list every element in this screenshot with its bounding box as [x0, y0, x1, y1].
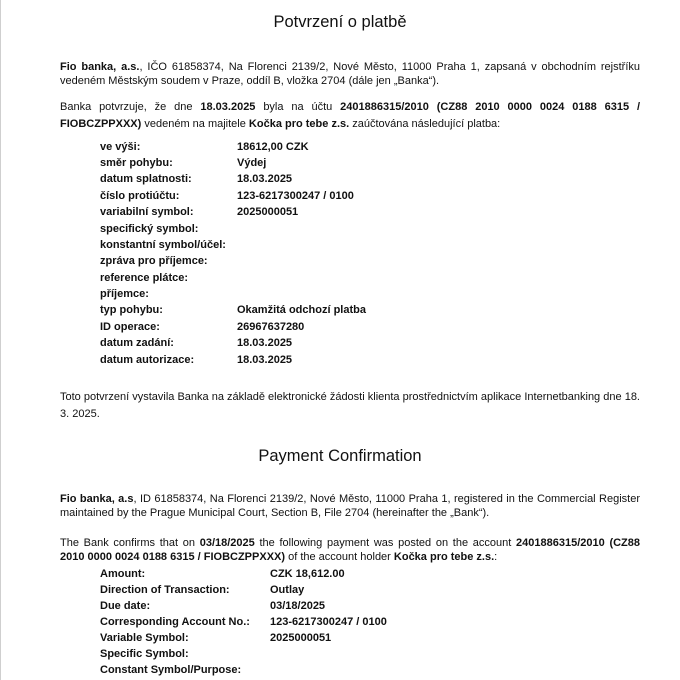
- cz-detail-value: 18.03.2025: [237, 173, 293, 185]
- en-confirm-text-3: of the account holder: [285, 551, 394, 563]
- en-detail-label: Direction of Transaction:: [100, 584, 230, 596]
- cz-detail-value: 2025000051: [237, 206, 299, 218]
- en-title: Payment Confirmation: [258, 447, 422, 465]
- en-bank-info: , ID 61858374, Na Florenci 2139/2, Nové Město, 11000 Praha 1, registered in the Commercial Register maintained by the Prague Municipal Court, Section B, File 2704 (hereinafter the „Bank“).: [60, 493, 641, 519]
- cz-detail-label: konstantní symbol/účel:: [100, 239, 226, 251]
- cz-detail-label: datum zadání:: [100, 337, 174, 349]
- cz-detail-label: zpráva pro příjemce:: [100, 255, 208, 267]
- cz-detail-value: 18.03.2025: [237, 354, 293, 366]
- cz-detail-label: ID operace:: [100, 321, 160, 333]
- cz-footer: Toto potvrzení vystavila Banka na základě elektronické žádosti klienta prostřednictvím aplikace Internetbanking dne 18. 3. 2025.: [60, 391, 640, 420]
- en-confirm-account: 2401886315/2010 (CZ88 2010 0000 0024 0188 6315 / FIOBCZPPXXX): [60, 537, 641, 563]
- cz-detail-label: datum splatnosti:: [100, 173, 192, 185]
- cz-detail-label: ve výši:: [100, 141, 141, 153]
- cz-detail-value: Okamžitá odchozí platba: [237, 304, 366, 316]
- en-confirm-text-2: the following payment was posted on the account: [254, 537, 517, 549]
- cz-detail-label: datum autorizace:: [100, 354, 195, 366]
- en-detail-label: Amount:: [100, 568, 146, 580]
- cz-detail-label: směr pohybu:: [100, 157, 173, 169]
- en-detail-label: Variable Symbol:: [100, 632, 189, 644]
- cz-detail-label: reference plátce:: [100, 272, 189, 284]
- cz-detail-value: 123-6217300247 / 0100: [237, 190, 354, 202]
- cz-intro: [60, 60, 640, 88]
- cz-detail-label: typ pohybu:: [100, 304, 163, 316]
- cz-confirm-text-2: byla na účtu: [255, 101, 341, 113]
- cz-detail-value: Výdej: [237, 157, 267, 169]
- en-detail-value: 03/18/2025: [270, 600, 326, 612]
- en-intro: [60, 492, 640, 520]
- en-confirm-text-1: The Bank confirms that on: [60, 537, 200, 549]
- en-confirm-date: 03/18/2025: [199, 537, 255, 549]
- cz-detail-value: 26967637280: [237, 321, 305, 333]
- cz-confirm-text-4: zaúčtována následující platba:: [349, 118, 501, 130]
- en-detail-label: Corresponding Account No.:: [100, 616, 250, 628]
- cz-bank-name: Fio banka, a.s.: [60, 61, 140, 73]
- cz-detail-value: 18.03.2025: [237, 337, 293, 349]
- en-bank-name: Fio banka, a.s: [60, 493, 134, 505]
- en-detail-label: Due date:: [100, 600, 151, 612]
- en-confirm: [60, 536, 640, 564]
- en-detail-value: 2025000051: [270, 632, 332, 644]
- en-confirm-text-4: :: [494, 551, 498, 563]
- cz-detail-label: příjemce:: [100, 288, 149, 300]
- cz-detail-label: variabilní symbol:: [100, 206, 194, 218]
- en-confirm-holder: Kočka pro tebe z.s.: [393, 551, 495, 563]
- cz-bank-info: , IČO 61858374, Na Florenci 2139/2, Nové Město, 11000 Praha 1, zapsaná v obchodním rejstříku vedeném Městským soudem v Praze, oddíl B, vložka 2704 (dále jen „Banka“).: [60, 61, 640, 87]
- en-detail-value: 123-6217300247 / 0100: [270, 616, 387, 628]
- cz-confirm-account: 2401886315/2010 (CZ88 2010 0000 0024 0188 6315 / FIOBCZPPXXX): [60, 101, 641, 130]
- en-detail-label: Specific Symbol:: [100, 648, 189, 660]
- en-detail-value: CZK 18,612.00: [270, 568, 345, 580]
- cz-title: Potvrzení o platbě: [273, 13, 407, 31]
- cz-confirm: [60, 99, 640, 133]
- cz-detail-value: 18612,00 CZK: [237, 141, 309, 153]
- cz-confirm-holder: Kočka pro tebe z.s.: [248, 118, 350, 130]
- cz-detail-label: specifický symbol:: [100, 223, 199, 235]
- cz-detail-label: číslo protiúčtu:: [100, 190, 180, 202]
- cz-confirm-text-3: vedeném na majitele: [141, 118, 249, 130]
- en-detail-value: Outlay: [270, 584, 305, 596]
- cz-confirm-text-1: Banka potvrzuje, že dne: [60, 101, 201, 113]
- page-edge: [0, 0, 1, 680]
- cz-confirm-date: 18.03.2025: [200, 101, 256, 113]
- en-detail-label: Constant Symbol/Purpose:: [100, 664, 242, 676]
